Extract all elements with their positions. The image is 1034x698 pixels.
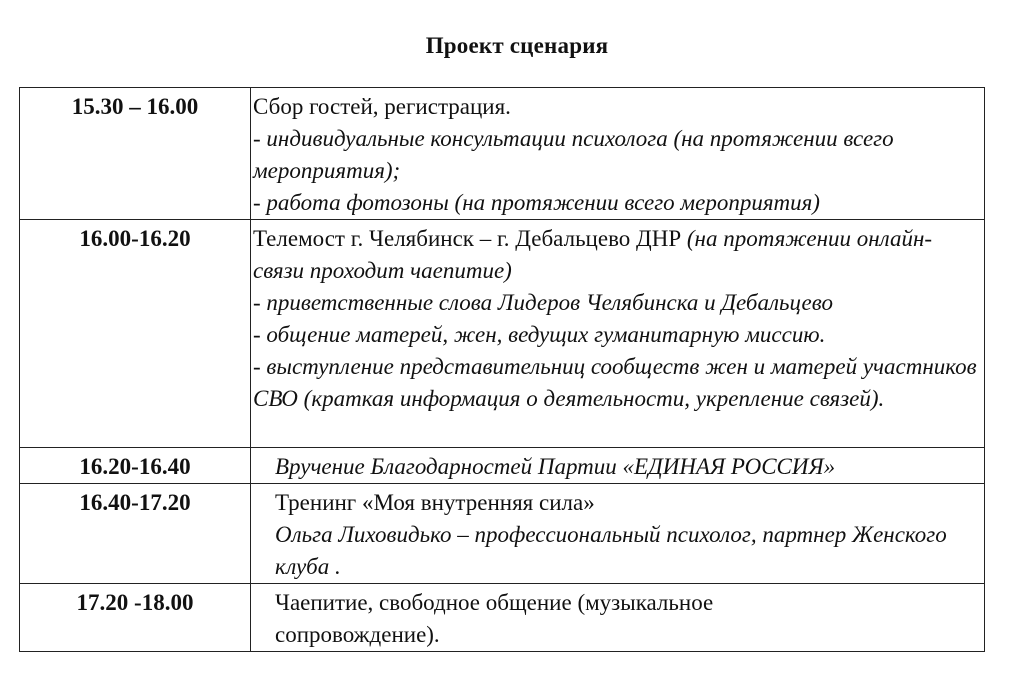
activity-title-block [217,223,982,287]
activity-item: - работа фотозоны (на протяжении всего мероприятия) [253,190,820,215]
activity-cell: Вручение Благодарностей Партии «ЕДИНАЯ РОССИЯ» [251,448,985,484]
activity-cell: Чаепитие, свободное общение (музыкальное сопровождение). [251,584,985,652]
time-cell: 16.40-17.20 [20,484,251,584]
activity-title: Телемост г. Челябинск – г. Дебальцево ДНР [253,226,687,251]
table-row [20,220,985,448]
time-cell: 16.00-16.20 [20,220,251,448]
activity-note: (на протяжении онлайн-связи проходит чаепитие) [253,226,933,283]
activity-title: Тренинг «Моя внутренняя сила» [275,490,595,515]
table-row [20,448,985,484]
activity-item: - выступление представительниц сообществ жен и матерей участников СВО (краткая информация о деятельности, укрепление связей). [253,354,977,411]
activity-title: Сбор гостей, регистрация. [253,94,511,119]
table-row [20,584,985,652]
activity-item: - индивидуальные консультации психолога (на протяжении всего мероприятия); [253,126,894,183]
activity-cell [251,484,985,584]
activity-note: Ольга Лиховидько – профессиональный психолог, партнер Женского клуба . [275,522,947,579]
schedule-table [19,87,985,652]
activity-cell [251,220,985,448]
time-cell: 15.30 – 16.00 [20,88,251,220]
document-title: Проект сценария [425,33,609,58]
activity-cell [251,88,985,220]
activity-item: - приветственные слова Лидеров Челябинска и Дебальцево [253,290,833,315]
time-cell: 16.20-16.40 [20,448,251,484]
table-row [20,88,985,220]
table-row [20,484,985,584]
activity-item: - общение матерей, жен, ведущих гуманитарную миссию. [253,322,826,347]
time-cell: 17.20 -18.00 [20,584,251,652]
